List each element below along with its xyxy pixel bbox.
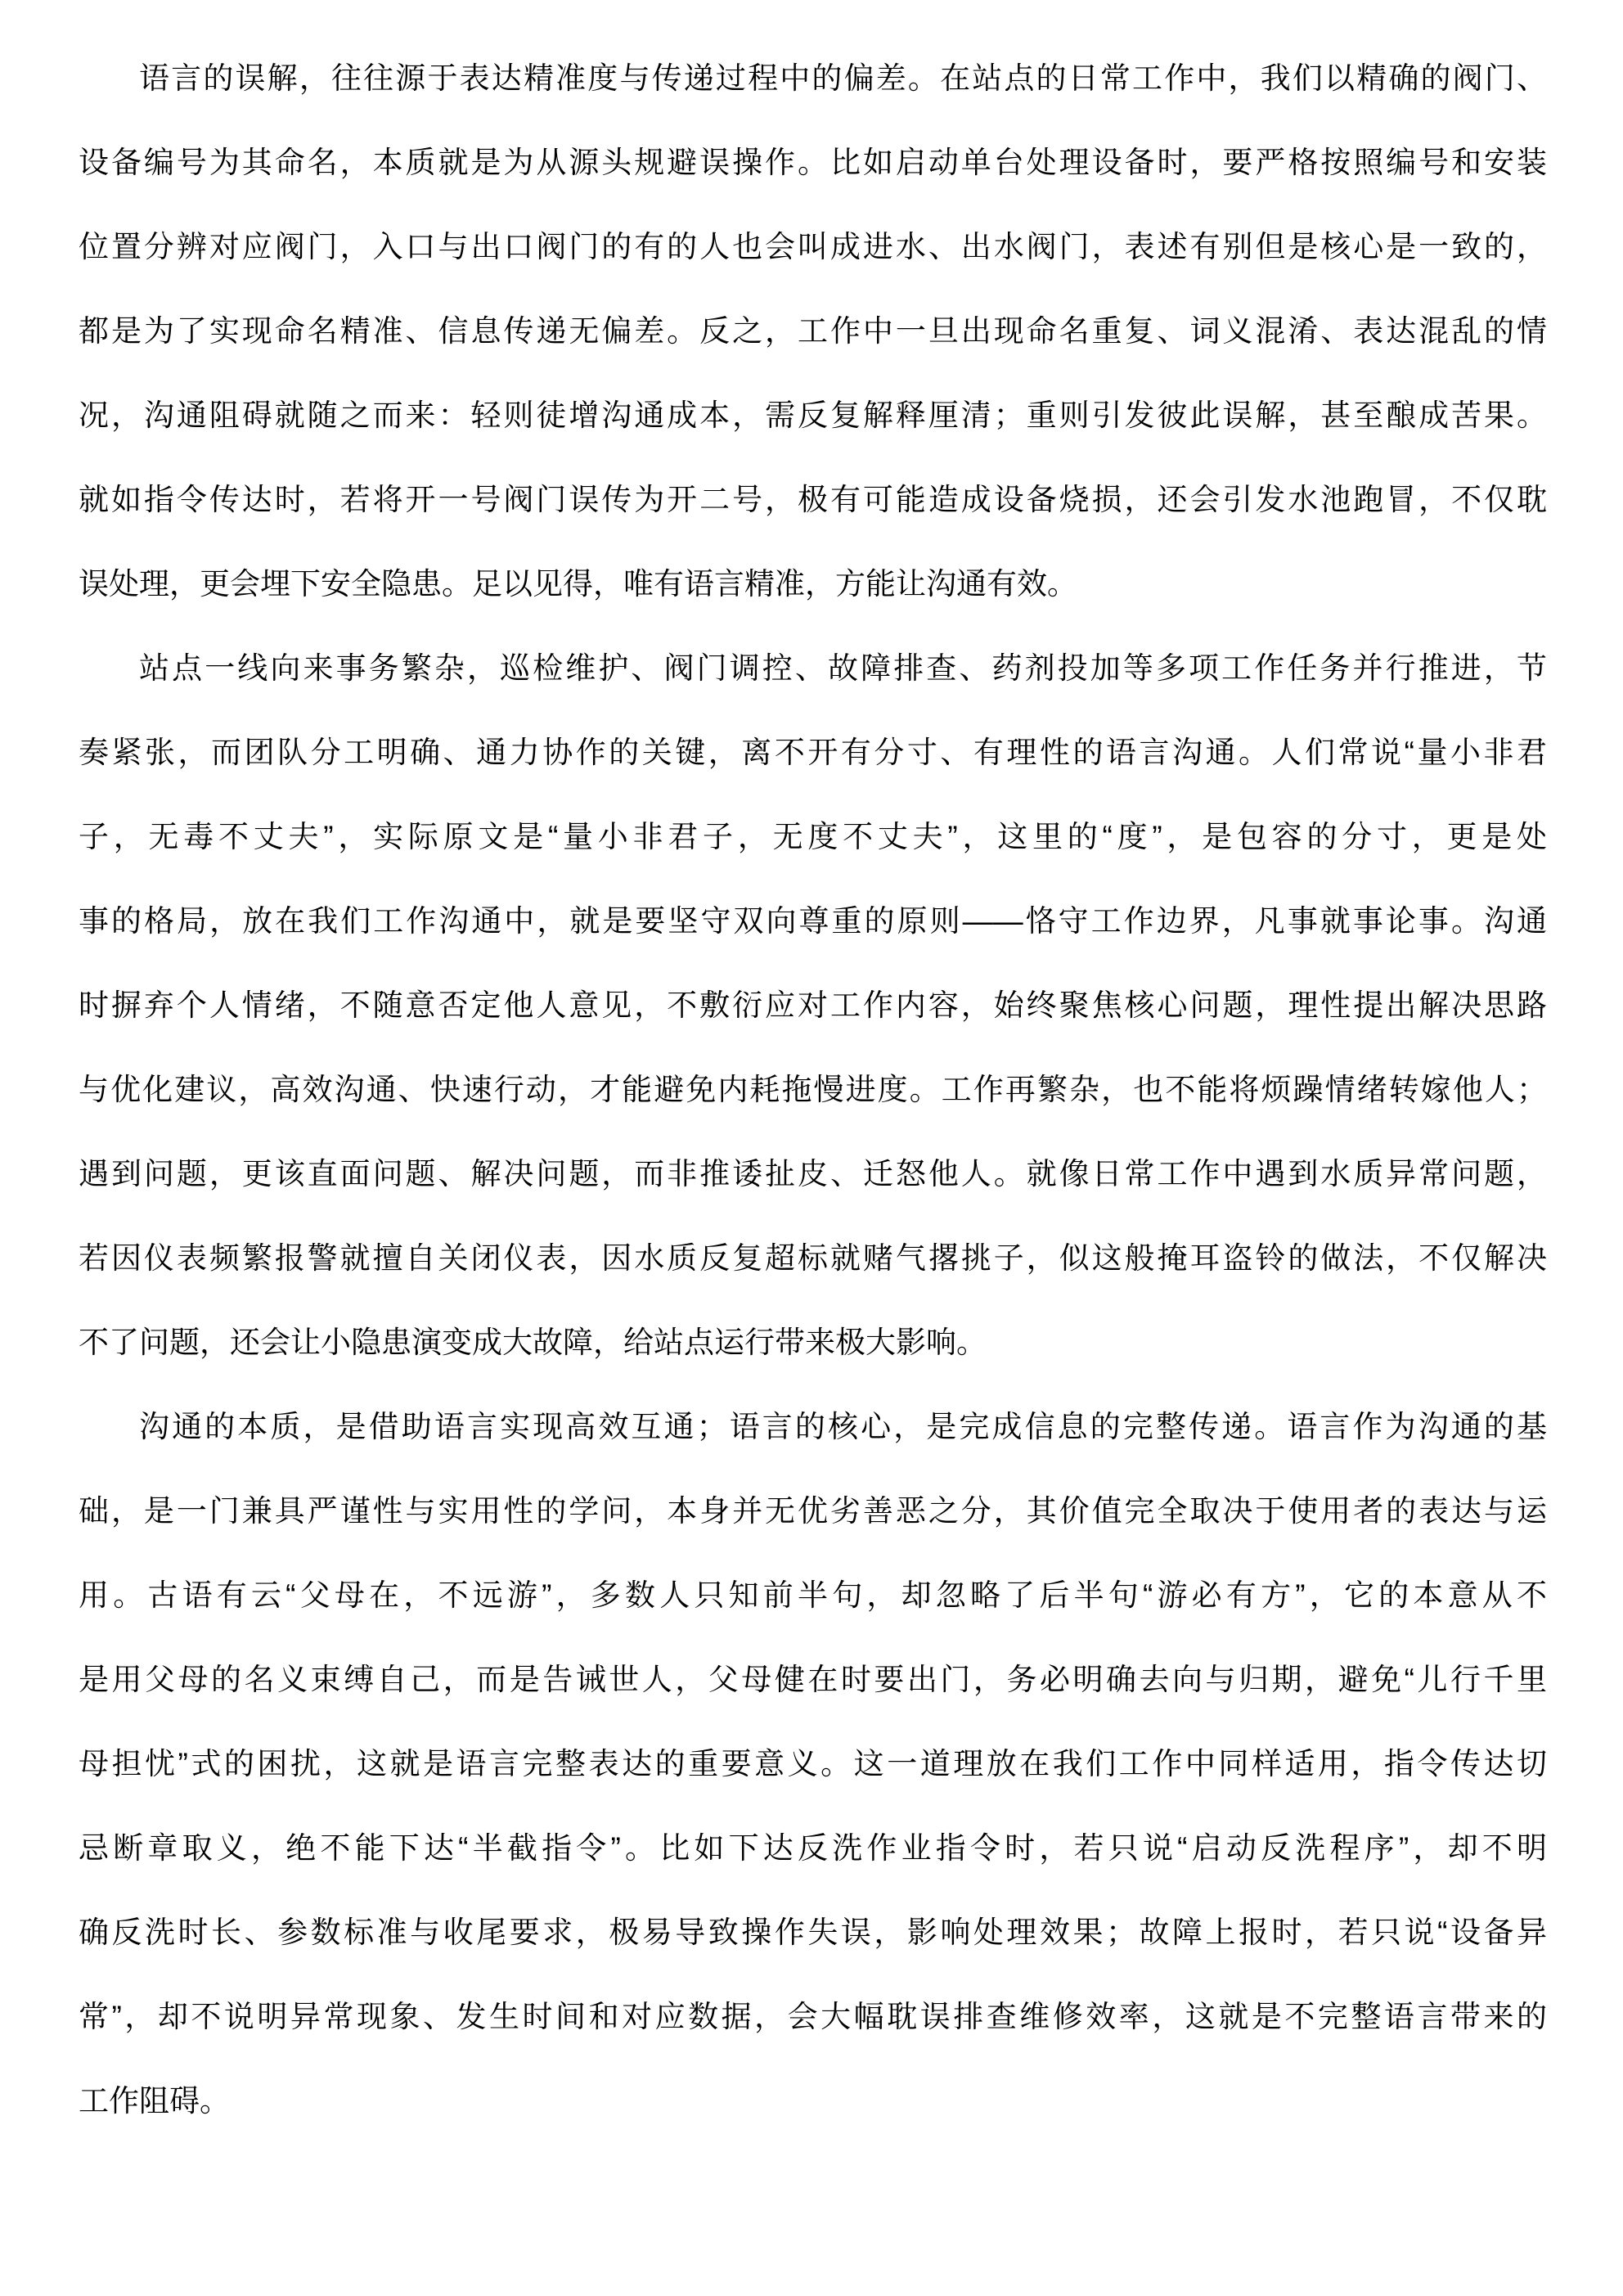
text-line: 础，是一门兼具严谨性与实用性的学问，本身并无优劣善恶之分，其价值完全取决于使用者的表达与运: [79, 1494, 1547, 1528]
text-line: 不了问题，还会让小隐患演变成大故障，给站点运行带来极大影响。: [79, 1326, 987, 1359]
text-line: 语言的误解，往往源于表达精准度与传递过程中的偏差。在站点的日常工作中，我们以精确的阀门、: [139, 61, 1547, 95]
text-line: 是用父母的名义束缚自己，而是告诫世人，父母健在时要出门，务必明确去向与归期，避免“儿行千里: [79, 1663, 1547, 1696]
text-line: 忌断章取义，绝不能下达“半截指令”。比如下达反洗作业指令时，若只说“启动反洗程序”，却不明: [79, 1831, 1547, 1865]
paragraph-1: [79, 36, 1547, 626]
paragraph-3: [79, 1384, 1547, 2143]
text-line: 位置分辨对应阀门，入口与出口阀门的有的人也会叫成进水、出水阀门，表述有别但是核心是一致的，: [79, 230, 1547, 263]
text-line: 子，无毒不丈夫”，实际原文是“量小非君子，无度不丈夫”，这里的“度”，是包容的分寸，更是处: [79, 820, 1547, 853]
text-line: 就如指令传达时，若将开一号阀门误传为开二号，极有可能造成设备烧损，还会引发水池跑冒，不仅耽: [79, 483, 1547, 516]
text-line: 都是为了实现命名精准、信息传递无偏差。反之，工作中一旦出现命名重复、词义混淆、表达混乱的情: [79, 314, 1547, 348]
text-line: 母担忧”式的困扰，这就是语言完整表达的重要意义。这一道理放在我们工作中同样适用，指令传达切: [79, 1747, 1547, 1781]
text-line: 况，沟通阻碍就随之而来：轻则徒增沟通成本，需反复解释厘清；重则引发彼此误解，甚至酿成苦果。: [79, 398, 1547, 432]
text-line: 设备编号为其命名，本质就是为从源头规避误操作。比如启动单台处理设备时，要严格按照编号和安装: [79, 146, 1547, 179]
text-line: 遇到问题，更该直面问题、解决问题，而非推诿扯皮、迁怒他人。就像日常工作中遇到水质异常问题，: [79, 1157, 1547, 1191]
text-line: 奏紧张，而团队分工明确、通力协作的关键，离不开有分寸、有理性的语言沟通。人们常说“量小非君: [79, 736, 1547, 769]
text-line: 工作阻碍。: [79, 2084, 230, 2118]
text-line: 常”，却不说明异常现象、发生时间和对应数据，会大幅耽误排查维修效率，这就是不完整语言带来的: [79, 2000, 1547, 2033]
text-line: 用。古语有云“父母在，不远游”，多数人只知前半句，却忽略了后半句“游必有方”，它的本意从不: [79, 1578, 1547, 1612]
text-line: 站点一线向来事务繁杂，巡检维护、阀门调控、故障排查、药剂投加等多项工作任务并行推进，节: [139, 651, 1547, 685]
paragraph-2: [79, 626, 1547, 1384]
text-line: 时摒弃个人情绪，不随意否定他人意见，不敷衍应对工作内容，始终聚焦核心问题，理性提出解决思路: [79, 988, 1547, 1022]
text-line: 若因仪表频繁报警就擅自关闭仪表，因水质反复超标就赌气撂挑子，似这般掩耳盗铃的做法，不仅解决: [79, 1241, 1547, 1275]
text-line: 事的格局，放在我们工作沟通中，就是要坚守双向尊重的原则——恪守工作边界，凡事就事论事。沟通: [79, 904, 1547, 938]
text-line: 与优化建议，高效沟通、快速行动，才能避免内耗拖慢进度。工作再繁杂，也不能将烦躁情绪转嫁他人；: [79, 1073, 1547, 1106]
text-line: 确反洗时长、参数标准与收尾要求，极易导致操作失误，影响处理效果；故障上报时，若只说“设备异: [79, 1916, 1547, 1949]
text-line: 误处理，更会埋下安全隐患。足以见得，唯有语言精准，方能让沟通有效。: [79, 567, 1077, 601]
text-line: 沟通的本质，是借助语言实现高效互通；语言的核心，是完成信息的完整传递。语言作为沟通的基: [139, 1410, 1547, 1443]
